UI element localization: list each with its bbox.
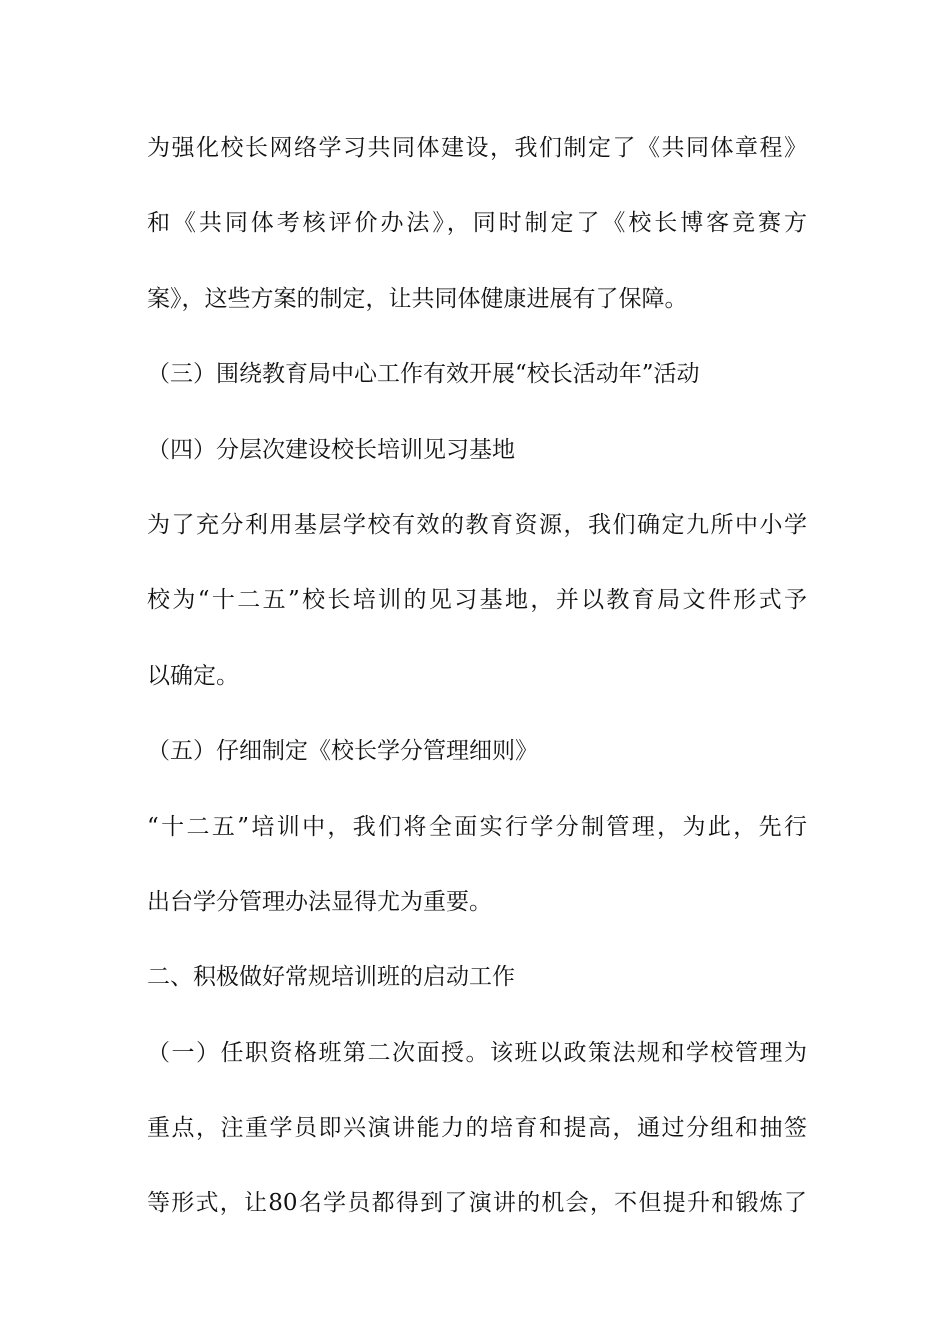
document-body bbox=[147, 128, 807, 1259]
chapter-heading-2: 二、积极做好常规培训班的启动工作 bbox=[147, 964, 515, 991]
paragraph-line-15: 等形式，让80名学员都得到了演讲的机会，不但提升和锻炼了 bbox=[147, 1190, 807, 1217]
paragraph-line-1: 为强化校长网络学习共同体建设，我们制定了《共同体章程》 bbox=[147, 135, 807, 161]
paragraph-line-11: 出台学分管理办法显得尤为重要。 bbox=[147, 888, 492, 915]
paragraph-line-13: （一）任职资格班第二次面授。该班以政策法规和学校管理为 bbox=[147, 1039, 807, 1066]
paragraph-line-10: “十二五”培训中，我们将全面实行学分制管理，为此，先行 bbox=[147, 813, 807, 840]
paragraph-line-14: 重点，注重学员即兴演讲能力的培育和提高，通过分组和抽签 bbox=[147, 1115, 807, 1142]
section-heading-5: （五）仔细制定《校长学分管理细则》 bbox=[147, 738, 538, 765]
paragraph-line-8: 以确定。 bbox=[147, 662, 239, 689]
paragraph-line-2: 和《共同体考核评价办法》，同时制定了《校长博客竞赛方 bbox=[147, 210, 807, 237]
paragraph-line-6: 为了充分利用基层学校有效的教育资源，我们确定九所中小学 bbox=[147, 511, 807, 538]
section-heading-4: （四）分层次建设校长培训见习基地 bbox=[147, 436, 515, 463]
section-heading-3: （三）围绕教育局中心工作有效开展“校长活动年”活动 bbox=[147, 361, 700, 388]
paragraph-line-7: 校为“十二五”校长培训的见习基地，并以教育局文件形式予 bbox=[147, 587, 807, 614]
paragraph-line-3: 案》，这些方案的制定，让共同体健康进展有了保障。 bbox=[147, 285, 688, 312]
